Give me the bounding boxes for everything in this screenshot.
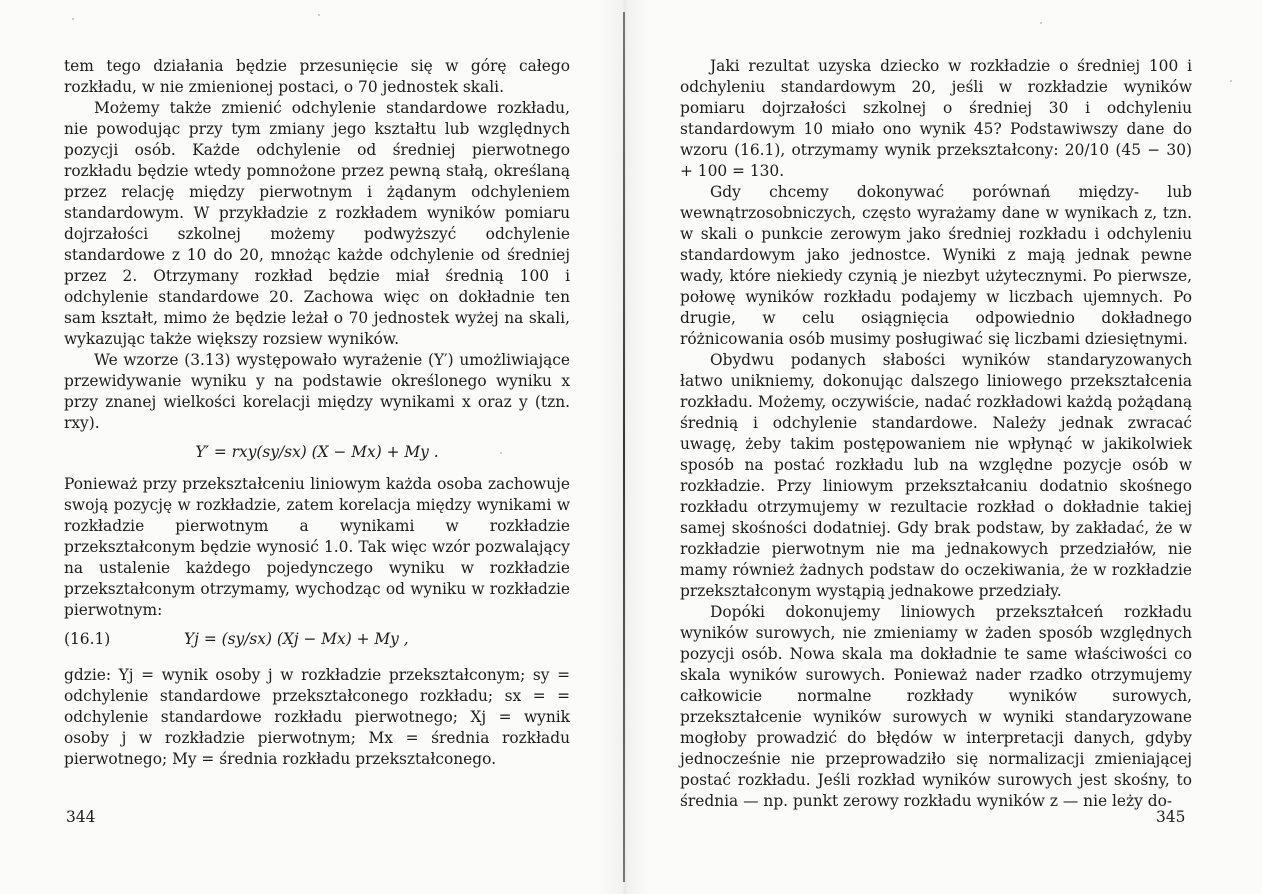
left-page [64,56,570,770]
left-paragraph-2: Możemy także zmienić odchylenie standardowe rozkładu, nie powodując przy tym zmiany jego kształtu lub względnych pozycji osób. Każde odchylenie od średniej pierwotnego rozkładu będzie wtedy pomnożone przez pewną stałą, określaną przez relację między pierwotnym i żądanym odchyleniem standardowym. W przykładzie z rozkładem wyników pomiaru dojrzałości szkolnej możemy podwyższyć odchylenie standardowe z 10 do 20, mnożąc każde odchylenie od średniej przez 2. Otrzymany rozkład będzie miał średnią 100 i odchylenie standardowe 20. Zachowa więc on dokładnie ten sam kształt, mimo że będzie leżał o 70 jednostek wyżej na skali, wykazując także większy rozsiew wyników. [64,99,570,348]
left-page-number: 344 [66,808,96,826]
scan-speck [72,18,74,20]
right-page-number: 345 [1156,808,1186,826]
right-paragraph-3: Obydwu podanych słabości wyników standaryzowanych łatwo unikniemy, dokonując dalszego liniowego przekształcenia rozkładu. Możemy, oczywiście, nadać rozkładowi każdą pożądaną średnią i odchylenie standardowe. Należy jednak zwracać uwagę, żeby takim postępowaniem nie wpłynąć w jakikolwiek sposób na postać rozkładu lub na względne pozycje osób w rozkładzie. Przy liniowym przekształcaniu dodatnio skośnego rozkładu otrzymujemy w rezultacie rozkład o dokładnie takiej samej skośności dodatniej. Gdy brak podstaw, by zakładać, że w rozkładzie pierwotnym nie ma jednakowych przedziałów, nie mamy również żadnych podstaw do oczekiwania, że w rozkładzie przekształconym wystąpią jednakowe przedziały. [680,351,1192,600]
right-page [680,56,1192,812]
right-paragraph-4: Dopóki dokonujemy liniowych przekształceń rozkładu wyników surowych, nie zmieniamy w żaden sposób względnych pozycji osób. Nowa skala ma dokładnie te same właściwości co skala wyników surowych. Ponieważ nader rzadko otrzymujemy całkowicie normalne rozkłady wyników surowych, przekształcenie wyników surowych w wyniki standaryzowane mogłoby prowadzić do błędów w interpretacji danych, gdyby jednocześnie nie przeprowadziło się normalizacji zmieniającej postać rozkładu. Jeśli rozkład wyników surowych jest skośny, to średnia — np. punkt zerowy rozkładu wyników z — nie leży do- [680,603,1192,810]
left-paragraph-3: We wzorze (3.13) występowało wyrażenie (Y′) umożliwiające przewidywanie wyniku y na podstawie określonego wyniku x przy znanej wielkości korelacji między wynikami x oraz y (tzn. rxy). [64,351,570,432]
scan-speck [500,452,502,454]
equation-16-1 [64,629,570,653]
book-gutter [623,12,625,882]
left-definitions: gdzie: Yj = wynik osoby j w rozkładzie przekształconym; sy = odchylenie standardowe przekształconego rozkładu; sx = = odchylenie standardowe rozkładu pierwotnego; Xj = wynik osoby j w rozkładzie pierwotnym; Mx = średnia rozkładu pierwotnego; My = średnia rozkładu przekształconego. [64,666,570,768]
left-paragraph-4: Ponieważ przy przekształceniu liniowym każda osoba zachowuje swoją pozycję w rozkładzie, zatem korelacja między wynikami w rozkładzie pierwotnym a wynikami w rozkładzie przekształconym będzie wynosić 1.0. Tak więc wzór pozwalający na ustalenie każdego pojedynczego wyniku w rozkładzie przekształconym otrzymamy, wychodząc od wyniku w rozkładzie pierwotnym: [64,475,570,619]
scan-speck [1230,80,1232,82]
scan-speck [318,14,320,16]
formula-prediction: Y′ = rxy(sy/sx) (X − Mx) + My . [195,443,439,461]
equation-number: (16.1) [64,630,111,648]
right-paragraph-2: Gdy chcemy dokonywać porównań między- lub wewnątrzosobniczych, często wyrażamy dane w wynikach z, tzn. w skali o punkcie zerowym jako średniej rozkładu i odchyleniu standardowym jako jednostce. Wyniki z mają jednak pewne wady, które niekiedy czynią je niezbyt użytecznymi. Po pierwsze, połowę wyników rozkładu podajemy w liczbach ujemnych. Po drugie, w celu osiągnięcia odpowiednio dokładnego różnicowania osób musimy posługiwać się liczbami dziesiętnymi. [680,183,1192,348]
left-paragraph-1: tem tego działania będzie przesunięcie się w górę całego rozkładu, w nie zmienionej postaci, o 70 jednostek skali. [64,57,570,96]
equation-body: Yj = (sy/sx) (Xj − Mx) + My , [184,630,409,648]
gutter-shadow [600,0,650,894]
right-paragraph-1: Jaki rezultat uzyska dziecko w rozkładzie o średniej 100 i odchyleniu standardowym 20, jeśli w rozkładzie wyników pomiaru dojrzałości szkolnej o średniej 30 i odchyleniu standardowym 10 miało ono wynik 45? Podstawiwszy dane do wzoru (16.1), otrzymamy wynik przekształcony: 20/10 (45 − 30) + 100 = 130. [680,57,1192,180]
scan-speck [1040,22,1042,24]
